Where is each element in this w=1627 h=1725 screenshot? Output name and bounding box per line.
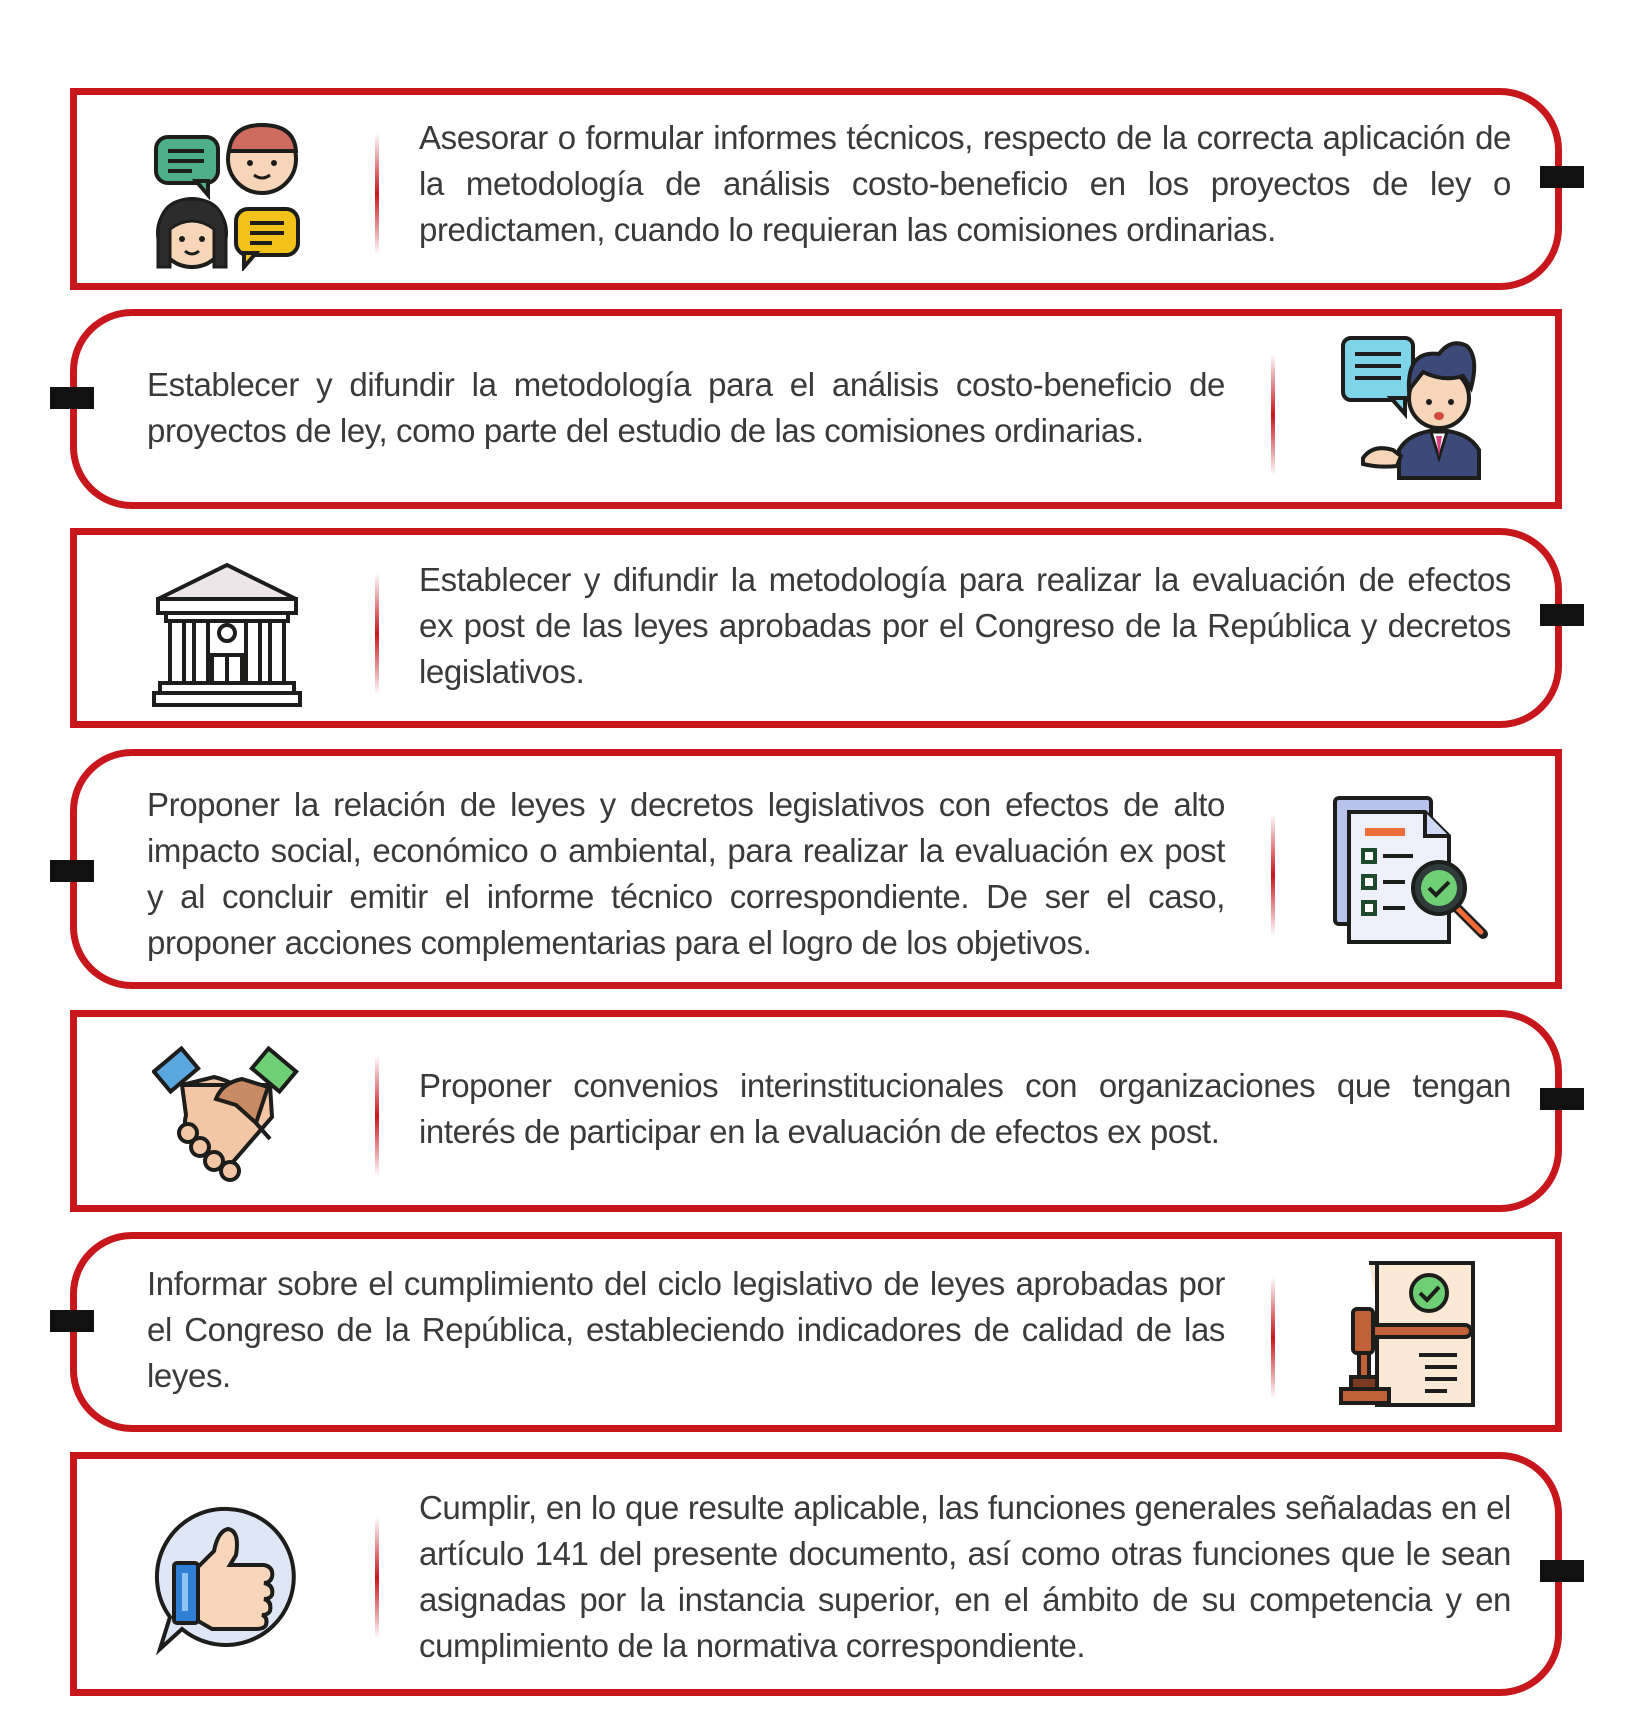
connector-tab <box>1540 604 1584 626</box>
separator-line <box>1269 1277 1277 1399</box>
connector-tab <box>1540 1088 1584 1110</box>
connector-tab <box>50 387 94 409</box>
function-text: Proponer la relación de leyes y decretos legislativos con efectos de alto impacto social, económico o ambiental, para realizar la evaluación ex post y al concluir emitir el informe técnico correspondiente. De ser el caso, proponer acciones complementarias para el logro de los objetivos. <box>147 786 1225 961</box>
document-review-icon <box>1333 796 1493 951</box>
function-card-3 <box>70 528 1562 728</box>
function-card-2 <box>70 309 1562 509</box>
function-text: Asesorar o formular informes técnicos, respecto de la correcta aplicación de la metodología de análisis costo-beneficio en los proyectos de ley o predictamen, cuando lo requieran las comisiones ordinarias. <box>419 119 1511 248</box>
connector-tab <box>50 860 94 882</box>
function-card-5 <box>70 1010 1562 1212</box>
separator-line <box>373 573 381 695</box>
separator-line <box>373 133 381 255</box>
presenter-icon <box>1339 332 1489 487</box>
function-text: Proponer convenios interinstitucionales con organizaciones que tengan interés de participar en la evaluación de efectos ex post. <box>419 1067 1511 1150</box>
function-text: Establecer y difundir la metodología para realizar la evaluación de efectos ex post de las leyes aprobadas por el Congreso de la República y decretos legislativos. <box>419 561 1511 690</box>
separator-line <box>1269 354 1277 476</box>
function-card-7 <box>70 1452 1562 1696</box>
function-card-6 <box>70 1232 1562 1432</box>
function-text: Establecer y difundir la metodología para el análisis costo-beneficio de proyectos de ley, como parte del estudio de las comisiones ordinarias. <box>147 366 1225 449</box>
handshake-icon <box>152 1043 302 1198</box>
function-card-4 <box>70 749 1562 989</box>
separator-line <box>1269 814 1277 936</box>
government-building-icon <box>152 559 302 714</box>
gavel-document-icon <box>1339 1259 1489 1414</box>
function-text: Informar sobre el cumplimiento del ciclo legislativo de leyes aprobadas por el Congreso de la República, estableciendo indicadores de calidad de las leyes. <box>147 1265 1225 1394</box>
connector-tab <box>1540 1560 1584 1582</box>
function-card-1 <box>70 88 1562 290</box>
function-text: Cumplir, en lo que resulte aplicable, las funciones generales señaladas en el artículo 141 del presente documento, así como otras funciones que le sean asignadas por la instancia superior, en el ámbito de su competencia y en cumplimiento de la normativa correspondiente. <box>419 1489 1511 1664</box>
separator-line <box>373 1517 381 1639</box>
connector-tab <box>1540 166 1584 188</box>
conversation-icon <box>152 121 302 276</box>
connector-tab <box>50 1310 94 1332</box>
separator-line <box>373 1055 381 1177</box>
thumbs-up-icon <box>152 1503 304 1660</box>
